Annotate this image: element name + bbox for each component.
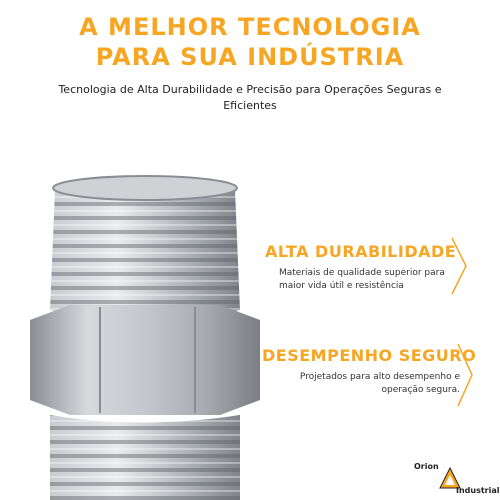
brand-logo	[414, 456, 500, 500]
feature-title: DESEMPENHO SEGURO	[262, 346, 477, 365]
feature-description: Materiais de qualidade superior para maior vida útil e resistência	[279, 268, 445, 291]
chevron-right-icon	[456, 342, 474, 408]
feature-description: Projetados para alto desempenho e operação segura.	[299, 372, 460, 395]
brand-name-bottom: Industrial	[456, 486, 500, 495]
headline	[0, 12, 500, 72]
feature-durability	[265, 242, 465, 293]
brand-name-top: Orion	[414, 462, 439, 471]
pipe-fitting-image	[0, 160, 260, 500]
chevron-right-icon	[450, 236, 468, 296]
feature-safe-performance	[262, 346, 477, 397]
feature-title: ALTA DURABILIDADE	[265, 242, 457, 261]
headline-line-1: A MELHOR TECNOLOGIA	[79, 13, 421, 41]
subtitle: Tecnologia de Alta Durabilidade e Precisão para Operações Seguras e Eficientes	[58, 83, 442, 112]
headline-line-2: PARA SUA INDÚSTRIA	[95, 43, 405, 71]
